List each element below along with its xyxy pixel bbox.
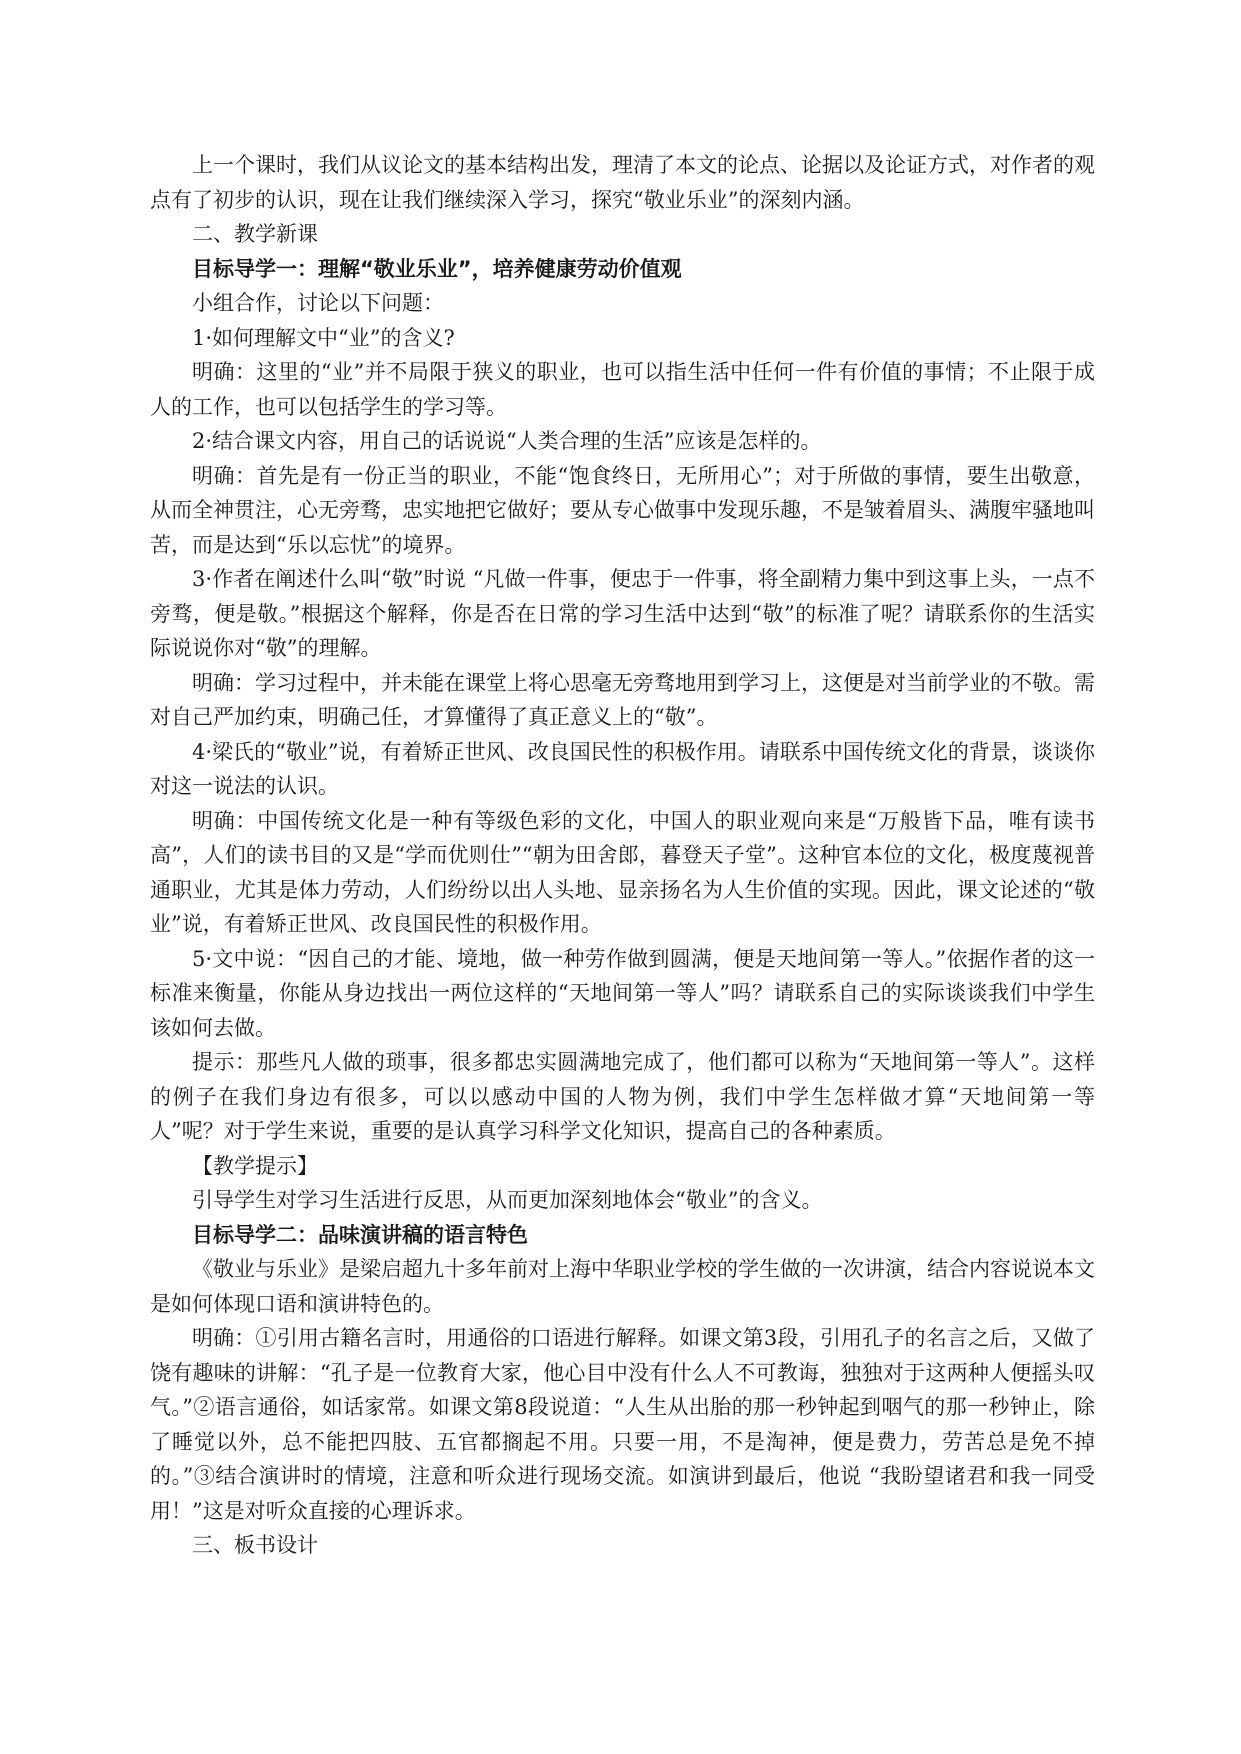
question: 5·文中说：“因自己的才能、境地，做一种劳作做到圆满，便是天地间第一等人。”依据作者的这一标准来衡量，你能从身边找出一两位这样的“天地间第一等人”吗？请联系自己的实际谈谈我们中学生该如何去做。 xyxy=(150,946,1095,1040)
question: 4·梁氏的“敬业”说，有着矫正世风、改良国民性的积极作用。请联系中国传统文化的背景，谈谈你对这一说法的认识。 xyxy=(150,739,1095,798)
document-body xyxy=(150,148,1095,1563)
paragraph-intro: 上一个课时，我们从议论文的基本结构出发，理清了本文的论点、论据以及论证方式，对作者的观点有了初步的认识，现在让我们继续深入学习，探究“敬业乐业”的深刻内涵。 xyxy=(150,153,1095,212)
section-heading: 三、板书设计 xyxy=(192,1533,318,1557)
answer: 明确：学习过程中，并未能在课堂上将心思毫无旁骛地用到学习上，这便是对当前学业的不敬。需对自己严加约束，明确己任，才算懂得了真正意义上的“敬”。 xyxy=(150,670,1095,729)
answer: 明确：①引用古籍名言时，用通俗的口语进行解释。如课文第3段，引用孔子的名言之后，又做了饶有趣味的讲解：“孔子是一位教育大家，他心目中没有什么人不可教诲，独独对于这两种人便摇头叹气。”②语言通俗，如话家常。如课文第8段说道：“人生从出胎的那一秒钟起到咽气的那一秒钟止，除了睡觉以外，总不能把四肢、五官都搁起不用。只要一用，不是淘神，便是费力，劳苦总是免不掉的。”③结合演讲时的情境，注意和听众进行现场交流。如演讲到最后，他说 “我盼望诸君和我一同受用！”这是对听众直接的心理诉求。 xyxy=(150,1326,1095,1523)
goal-heading: 目标导学二：品味演讲稿的语言特色 xyxy=(192,1222,528,1247)
paragraph: 引导学生对学习生活进行反思，从而更加深刻地体会“敬业”的含义。 xyxy=(192,1188,823,1212)
goal-heading: 目标导学一：理解“敬业乐业”，培养健康劳动价值观 xyxy=(192,256,682,281)
answer: 明确：中国传统文化是一种有等级色彩的文化，中国人的职业观向来是“万般皆下品，唯有读书高”，人们的读书目的又是“学而优则仕”“朝为田舍郎，暮登天子堂”。这种官本位的文化，极度蔑视普通职业，尤其是体力劳动，人们纷纷以出人头地、显亲扬名为人生价值的实现。因此，课文论述的“敬业”说，有着矫正世风、改良国民性的积极作用。 xyxy=(150,808,1095,936)
teaching-tip-heading: 【教学提示】 xyxy=(192,1153,318,1178)
paragraph: 《敬业与乐业》是梁启超九十多年前对上海中华职业学校的学生做的一次讲演，结合内容说说本文是如何体现口语和演讲特色的。 xyxy=(150,1257,1095,1316)
question: 2·结合课文内容，用自己的话说说“人类合理的生活”应该是怎样的。 xyxy=(192,429,822,453)
answer: 明确：这里的“业”并不局限于狭义的职业，也可以指生活中任何一件有价值的事情；不止限于成人的工作，也可以包括学生的学习等。 xyxy=(150,360,1095,419)
question: 1·如何理解文中“业”的含义? xyxy=(192,325,455,350)
paragraph: 小组合作，讨论以下问题： xyxy=(192,291,444,315)
answer: 明确：首先是有一份正当的职业，不能“饱食终日，无所用心”；对于所做的事情，要生出敬意，从而全神贯注，心无旁骛，忠实地把它做好；要从专心做事中发现乐趣，不是皱着眉头、满腹牢骚地叫苦，而是达到“乐以忘忧”的境界。 xyxy=(150,463,1095,557)
answer: 提示：那些凡人做的琐事，很多都忠实圆满地完成了，他们都可以称为“天地间第一等人”。这样的例子在我们身边有很多，可以以感动中国的人物为例，我们中学生怎样做才算“天地间第一等人”呢？对于学生来说，重要的是认真学习科学文化知识，提高自己的各种素质。 xyxy=(150,1050,1095,1143)
section-heading: 二、教学新课 xyxy=(192,222,318,246)
question: 3·作者在阐述什么叫“敬”时说 “凡做一件事，便忠于一件事，将全副精力集中到这事上头，一点不旁骛，便是敬。”根据这个解释，你是否在日常的学习生活中达到“敬”的标准了呢？请联系你的生活实际说说你对“敬”的理解。 xyxy=(150,567,1095,660)
